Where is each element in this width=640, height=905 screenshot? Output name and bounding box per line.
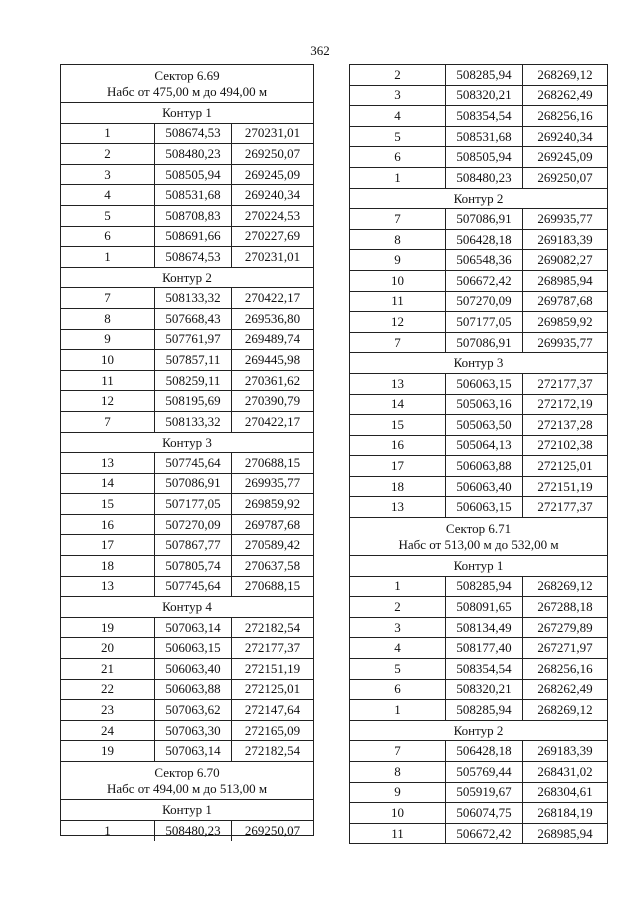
point-number: 6 xyxy=(61,227,155,247)
table-row xyxy=(350,803,607,824)
y-coordinate: 268269,12 xyxy=(537,66,593,82)
point-number: 14 xyxy=(61,474,155,494)
table-row xyxy=(350,783,607,804)
table-row xyxy=(350,497,607,518)
point-number: 9 xyxy=(350,783,446,803)
point-number: 6 xyxy=(350,147,446,167)
x-coordinate: 506428,18 xyxy=(446,741,523,761)
point-number: 7 xyxy=(61,412,155,432)
point-number: 11 xyxy=(61,371,155,391)
point-number: 13 xyxy=(350,374,446,394)
sector-title: Сектор 6.71 xyxy=(445,521,512,537)
x-coordinate: 508674,53 xyxy=(155,247,232,267)
table-row xyxy=(61,680,313,701)
x-coordinate: 508177,40 xyxy=(446,638,523,658)
y-coordinate: 269859,92 xyxy=(244,496,301,512)
table-row xyxy=(350,436,607,457)
y-coordinate: 269082,27 xyxy=(537,252,593,268)
page-number: 362 xyxy=(310,43,330,58)
table-row xyxy=(350,106,607,127)
table-row xyxy=(350,638,607,659)
point-number: 2 xyxy=(350,65,446,85)
table-row xyxy=(61,165,313,186)
point-number: 1 xyxy=(350,577,446,597)
table-row xyxy=(61,821,313,842)
y-coordinate: 267279,89 xyxy=(537,619,593,635)
x-coordinate: 506063,15 xyxy=(446,497,523,517)
table-row xyxy=(350,680,607,701)
contour-label: Контур 1 xyxy=(350,556,607,577)
y-coordinate: 268431,02 xyxy=(537,763,593,779)
y-coordinate: 270231,01 xyxy=(244,125,301,141)
point-number: 5 xyxy=(350,659,446,679)
point-number: 5 xyxy=(350,127,446,147)
y-coordinate: 269245,09 xyxy=(537,149,593,165)
y-coordinate: 272137,28 xyxy=(537,416,593,432)
point-number: 23 xyxy=(61,700,155,720)
x-coordinate: 506063,88 xyxy=(155,680,232,700)
table-row xyxy=(61,227,313,248)
x-coordinate: 508285,94 xyxy=(446,577,523,597)
sector-title: Сектор 6.70 xyxy=(154,765,220,780)
x-coordinate: 506074,75 xyxy=(446,803,523,823)
point-number: 2 xyxy=(350,597,446,617)
table-row xyxy=(61,288,313,309)
point-number: 16 xyxy=(350,436,446,456)
x-coordinate: 508133,32 xyxy=(155,412,232,432)
table-row xyxy=(61,330,313,351)
x-coordinate: 508531,68 xyxy=(155,185,232,205)
x-coordinate: 507270,09 xyxy=(155,515,232,535)
table-row xyxy=(61,453,313,474)
x-coordinate: 505063,16 xyxy=(446,395,523,415)
contour-label: Контур 3 xyxy=(350,353,607,374)
point-number: 11 xyxy=(350,292,446,312)
point-number: 6 xyxy=(350,680,446,700)
table-row xyxy=(61,556,313,577)
x-coordinate: 505769,44 xyxy=(446,762,523,782)
point-number: 10 xyxy=(61,350,155,370)
table-row xyxy=(61,371,313,392)
y-coordinate: 269240,34 xyxy=(244,187,301,203)
sector-elevation-range: Набс от 475,00 м до 494,00 м xyxy=(106,84,268,99)
y-coordinate: 270227,69 xyxy=(244,228,301,244)
y-coordinate: 268256,16 xyxy=(537,660,593,676)
sector-elevation-range: Набс от 494,00 м до 513,00 м xyxy=(106,781,268,796)
x-coordinate: 507086,91 xyxy=(155,474,232,494)
point-number: 8 xyxy=(350,762,446,782)
table-row xyxy=(61,144,313,165)
y-coordinate: 269250,07 xyxy=(537,169,593,185)
y-coordinate: 269183,39 xyxy=(537,743,593,759)
point-number: 9 xyxy=(61,330,155,350)
y-coordinate: 269935,77 xyxy=(537,210,593,226)
x-coordinate: 507177,05 xyxy=(446,312,523,332)
x-coordinate: 508691,66 xyxy=(155,227,232,247)
point-number: 1 xyxy=(350,168,446,188)
point-number: 1 xyxy=(61,247,155,267)
table-row xyxy=(350,477,607,498)
table-row xyxy=(61,185,313,206)
table-row xyxy=(61,700,313,721)
y-coordinate: 272177,37 xyxy=(537,375,593,391)
x-coordinate: 505064,13 xyxy=(446,436,523,456)
contour-label: Контур 2 xyxy=(61,268,313,289)
y-coordinate: 269787,68 xyxy=(537,293,593,309)
x-coordinate: 508505,94 xyxy=(446,147,523,167)
table-row xyxy=(61,741,313,762)
x-coordinate: 507745,64 xyxy=(155,577,232,597)
y-coordinate: 270390,79 xyxy=(244,393,301,409)
point-number: 4 xyxy=(350,638,446,658)
x-coordinate: 508531,68 xyxy=(446,127,523,147)
x-coordinate: 508091,65 xyxy=(446,597,523,617)
y-coordinate: 272125,01 xyxy=(244,681,301,697)
x-coordinate: 507761,97 xyxy=(155,330,232,350)
y-coordinate: 267288,18 xyxy=(537,599,593,615)
y-coordinate: 270688,15 xyxy=(244,454,301,470)
point-number: 10 xyxy=(350,271,446,291)
table-row xyxy=(350,824,607,845)
table-row xyxy=(61,391,313,412)
point-number: 13 xyxy=(350,497,446,517)
table-row xyxy=(61,206,313,227)
y-coordinate: 272147,64 xyxy=(244,702,301,718)
y-coordinate: 272182,54 xyxy=(244,743,301,759)
y-coordinate: 270688,15 xyxy=(244,578,301,594)
x-coordinate: 506063,15 xyxy=(155,638,232,658)
y-coordinate: 270361,62 xyxy=(244,372,301,388)
y-coordinate: 269859,92 xyxy=(537,313,593,329)
y-coordinate: 269250,07 xyxy=(244,145,301,161)
x-coordinate: 506672,42 xyxy=(446,824,523,845)
y-coordinate: 272102,38 xyxy=(537,437,593,453)
table-row xyxy=(61,515,313,536)
x-coordinate: 508320,21 xyxy=(446,680,523,700)
table-row xyxy=(350,230,607,251)
x-coordinate: 508285,94 xyxy=(446,65,523,85)
table-row xyxy=(61,124,313,145)
table-row xyxy=(350,250,607,271)
y-coordinate: 268262,49 xyxy=(537,681,593,697)
point-number: 5 xyxy=(61,206,155,226)
point-number: 1 xyxy=(350,700,446,720)
table-row xyxy=(61,577,313,598)
sector-header xyxy=(61,65,313,103)
point-number: 7 xyxy=(350,209,446,229)
x-coordinate: 508259,11 xyxy=(155,371,232,391)
x-coordinate: 507270,09 xyxy=(446,292,523,312)
table-row xyxy=(350,209,607,230)
x-coordinate: 508354,54 xyxy=(446,659,523,679)
table-row xyxy=(61,494,313,515)
table-row xyxy=(61,412,313,433)
table-row xyxy=(350,147,607,168)
y-coordinate: 269183,39 xyxy=(537,231,593,247)
point-number: 2 xyxy=(61,144,155,164)
contour-label: Контур 4 xyxy=(61,597,313,618)
y-coordinate: 268985,94 xyxy=(537,272,593,288)
point-number: 11 xyxy=(350,824,446,845)
y-coordinate: 272182,54 xyxy=(244,619,301,635)
point-number: 20 xyxy=(61,638,155,658)
x-coordinate: 506672,42 xyxy=(446,271,523,291)
y-coordinate: 270224,53 xyxy=(244,207,301,223)
y-coordinate: 272125,01 xyxy=(537,458,593,474)
x-coordinate: 508505,94 xyxy=(155,165,232,185)
point-number: 7 xyxy=(350,333,446,353)
x-coordinate: 507063,62 xyxy=(155,700,232,720)
contour-label: Контур 1 xyxy=(61,103,313,124)
point-number: 3 xyxy=(350,86,446,106)
point-number: 1 xyxy=(61,124,155,144)
y-coordinate: 272177,37 xyxy=(537,499,593,515)
table-row xyxy=(61,350,313,371)
point-number: 3 xyxy=(61,165,155,185)
point-number: 17 xyxy=(350,456,446,476)
table-row xyxy=(350,65,607,86)
x-coordinate: 508285,94 xyxy=(446,700,523,720)
table-row xyxy=(350,168,607,189)
table-row xyxy=(350,127,607,148)
x-coordinate: 506063,88 xyxy=(446,456,523,476)
y-coordinate: 269445,98 xyxy=(244,351,301,367)
x-coordinate: 508708,83 xyxy=(155,206,232,226)
x-coordinate: 506428,18 xyxy=(446,230,523,250)
table-row xyxy=(61,618,313,639)
x-coordinate: 506548,36 xyxy=(446,250,523,270)
table-row xyxy=(61,247,313,268)
point-number: 8 xyxy=(61,309,155,329)
y-coordinate: 269489,74 xyxy=(244,331,301,347)
point-number: 4 xyxy=(350,106,446,126)
point-number: 7 xyxy=(350,741,446,761)
x-coordinate: 507086,91 xyxy=(446,209,523,229)
y-coordinate: 268262,49 xyxy=(537,87,593,103)
table-row xyxy=(350,762,607,783)
point-number: 17 xyxy=(61,535,155,555)
table-row xyxy=(350,597,607,618)
x-coordinate: 505063,50 xyxy=(446,415,523,435)
x-coordinate: 506063,40 xyxy=(446,477,523,497)
y-coordinate: 268985,94 xyxy=(537,826,593,842)
right-coordinate-table xyxy=(349,64,608,844)
point-number: 8 xyxy=(350,230,446,250)
x-coordinate: 507063,14 xyxy=(155,618,232,638)
point-number: 12 xyxy=(61,391,155,411)
point-number: 13 xyxy=(61,577,155,597)
y-coordinate: 272177,37 xyxy=(244,640,301,656)
point-number: 3 xyxy=(350,618,446,638)
point-number: 14 xyxy=(350,395,446,415)
y-coordinate: 272151,19 xyxy=(537,478,593,494)
x-coordinate: 508674,53 xyxy=(155,124,232,144)
table-row xyxy=(61,638,313,659)
point-number: 19 xyxy=(61,741,155,761)
point-number: 21 xyxy=(61,659,155,679)
y-coordinate: 268269,12 xyxy=(537,702,593,718)
y-coordinate: 270422,17 xyxy=(244,290,301,306)
y-coordinate: 269250,07 xyxy=(244,822,301,838)
table-row xyxy=(61,721,313,742)
y-coordinate: 268184,19 xyxy=(537,804,593,820)
sector-header xyxy=(61,762,313,800)
x-coordinate: 507063,14 xyxy=(155,741,232,761)
y-coordinate: 268269,12 xyxy=(537,578,593,594)
x-coordinate: 507745,64 xyxy=(155,453,232,473)
x-coordinate: 507857,11 xyxy=(155,350,232,370)
table-row xyxy=(350,415,607,436)
y-coordinate: 272151,19 xyxy=(244,660,301,676)
point-number: 22 xyxy=(61,680,155,700)
y-coordinate: 269787,68 xyxy=(244,516,301,532)
x-coordinate: 508354,54 xyxy=(446,106,523,126)
y-coordinate: 267271,97 xyxy=(537,640,593,656)
x-coordinate: 506063,40 xyxy=(155,659,232,679)
contour-label: Контур 1 xyxy=(61,800,313,821)
table-row xyxy=(350,741,607,762)
sector-title: Сектор 6.69 xyxy=(154,68,220,83)
point-number: 19 xyxy=(61,618,155,638)
point-number: 18 xyxy=(350,477,446,497)
y-coordinate: 269935,77 xyxy=(537,334,593,350)
table-row xyxy=(350,86,607,107)
x-coordinate: 507086,91 xyxy=(446,333,523,353)
y-coordinate: 269240,34 xyxy=(537,128,593,144)
table-row xyxy=(350,659,607,680)
contour-label: Контур 3 xyxy=(61,433,313,454)
table-row xyxy=(350,577,607,598)
point-number: 24 xyxy=(61,721,155,741)
table-row xyxy=(350,700,607,721)
point-number: 4 xyxy=(61,185,155,205)
table-row xyxy=(350,333,607,354)
table-row xyxy=(350,271,607,292)
table-row xyxy=(61,659,313,680)
y-coordinate: 272172,19 xyxy=(537,396,593,412)
y-coordinate: 272165,09 xyxy=(244,722,301,738)
y-coordinate: 269536,80 xyxy=(244,310,301,326)
y-coordinate: 269935,77 xyxy=(244,475,301,491)
x-coordinate: 507668,43 xyxy=(155,309,232,329)
point-number: 13 xyxy=(61,453,155,473)
table-row xyxy=(350,456,607,477)
x-coordinate: 508480,23 xyxy=(446,168,523,188)
contour-label: Контур 2 xyxy=(350,189,607,210)
x-coordinate: 508320,21 xyxy=(446,86,523,106)
y-coordinate: 270589,42 xyxy=(244,537,301,553)
table-row xyxy=(350,618,607,639)
table-row xyxy=(350,312,607,333)
x-coordinate: 507805,74 xyxy=(155,556,232,576)
point-number: 12 xyxy=(350,312,446,332)
point-number: 18 xyxy=(61,556,155,576)
table-row xyxy=(350,374,607,395)
point-number: 1 xyxy=(61,821,155,842)
y-coordinate: 269245,09 xyxy=(244,166,301,182)
sector-header xyxy=(350,518,607,556)
y-coordinate: 270637,58 xyxy=(244,557,301,573)
x-coordinate: 507867,77 xyxy=(155,535,232,555)
x-coordinate: 505919,67 xyxy=(446,783,523,803)
y-coordinate: 270422,17 xyxy=(244,413,301,429)
point-number: 15 xyxy=(350,415,446,435)
x-coordinate: 508480,23 xyxy=(155,144,232,164)
sector-elevation-range: Набс от 513,00 м до 532,00 м xyxy=(398,537,559,553)
table-row xyxy=(350,395,607,416)
table-row xyxy=(61,474,313,495)
x-coordinate: 508133,32 xyxy=(155,288,232,308)
x-coordinate: 508134,49 xyxy=(446,618,523,638)
table-row xyxy=(61,309,313,330)
table-row xyxy=(61,535,313,556)
point-number: 9 xyxy=(350,250,446,270)
x-coordinate: 507063,30 xyxy=(155,721,232,741)
table-row xyxy=(350,292,607,313)
y-coordinate: 270231,01 xyxy=(244,248,301,264)
left-coordinate-table xyxy=(60,64,314,836)
point-number: 7 xyxy=(61,288,155,308)
x-coordinate: 506063,15 xyxy=(446,374,523,394)
y-coordinate: 268304,61 xyxy=(537,784,593,800)
x-coordinate: 507177,05 xyxy=(155,494,232,514)
point-number: 15 xyxy=(61,494,155,514)
contour-label: Контур 2 xyxy=(350,721,607,742)
point-number: 10 xyxy=(350,803,446,823)
x-coordinate: 508195,69 xyxy=(155,391,232,411)
point-number: 16 xyxy=(61,515,155,535)
x-coordinate: 508480,23 xyxy=(155,821,232,842)
y-coordinate: 268256,16 xyxy=(537,107,593,123)
